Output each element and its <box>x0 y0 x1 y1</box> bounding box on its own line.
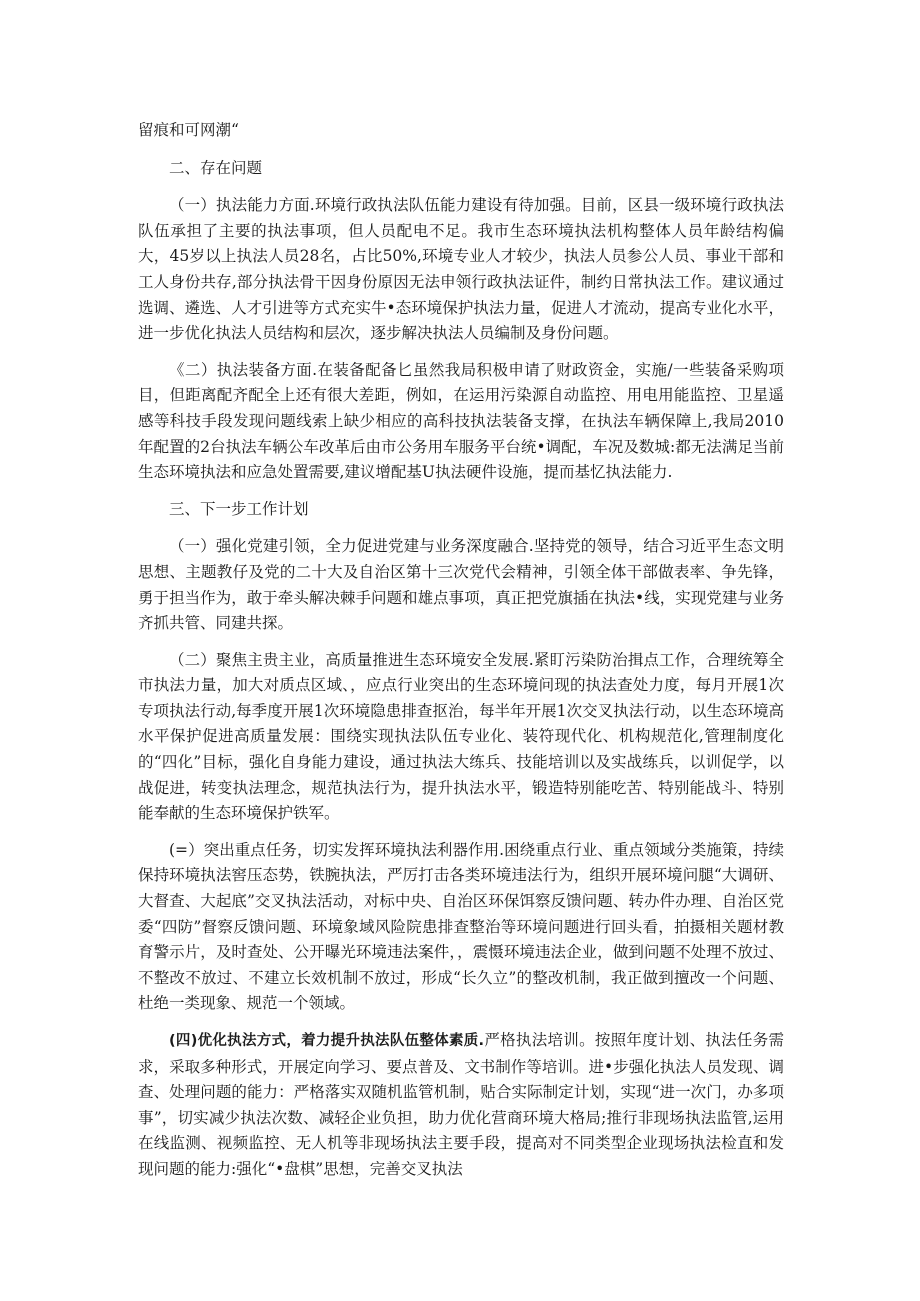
document-body <box>138 118 784 1194</box>
paragraph-optimize-enforcement <box>138 1028 784 1183</box>
paragraph-party-building: （一）强化党建引领，全力促进党建与业务深度融合.坚持党的领导，结合习近平生态文明思想、主题教仔及党的二十大及自治区第十三次党代会精神，引领全体干部做表率、争先锋，勇于担当作为，敢于牵头解决棘手问题和雄点事项，真正把党旗插在执法•线，实现党建与业务齐抓共管、同建共探。 <box>138 537 784 633</box>
continued-fragment: 留痕和可网潮“ <box>138 121 239 139</box>
paragraph-body-text: 严格执法培训。按照年度计划、执法任务需求，采取多种形式，开展定向学习、要点普及、文书制作等培训。进•步强化执法人员发现、调查、处理问题的能力：严格落实双随机监管机制，贴合实际制定计划，实现“进一次门，办多项事”，切实减少执法次数、减轻企业负担，助力优化营商环境大格局;推行非现场执法监管,运用在线监测、视频监控、无人机等非现场执法主要手段，提高对不同类型企业现场执法检直和发现问题的能力:强化“•盘棋”思想，完善交叉执法 <box>138 1031 784 1178</box>
section-heading-next-steps: 三、下一步工作计划 <box>169 499 309 518</box>
paragraph-enforcement-equipment: 《二）执法装备方面.在装备配备匕虽然我局积极申请了财政资金，实施/一些装备采购项目，但距离配齐配全上还有很大差距，例如，在运用污染源自动监控、用电用能监控、卫星遥感等科技手段发现问题线索上缺少相应的高科技执法装备支撑，在执法车辆保障上,我局2010年配置的2台执法车辆公车改革后由市公务用车服务平台统•调配，车况及数城:都无法满足当前生态环境执法和应急处置需要,建议增配基U执法硬件设施，提而基忆执法能力. <box>138 360 784 482</box>
paragraph-main-business: （二）聚焦主贵主业，高质量推进生态环境安全发展.紧盯污染防治揖点工作，合理统筹全市执法力量，加大对质点区域、，应点行业突出的生态环境问现的执法查处力度，每月开展1次专项执法行动,每季度开展1次环境隐患排查抠治，每半年开展1次交叉执法行动，以生态环境高水平保护促进高质量发展：围绕实现执法队伍专业化、装符现代化、机构规范化,管理制度化的“四化”目标，强化自身能力建设，通过执法大练兵、技能培训以及实战练兵，以训促学，以战促进，转变执法理念，规范执法行为，提升执法水平，锻造特别能吃苦、特别能战斗、特别能奉献的生态环境保护铁军。 <box>138 650 784 823</box>
paragraph-key-tasks: (=）突出重点任务，切实发挥环境执法利器作用.困绕重点行业、重点领域分类施策，持续保持环境执法窖压态势，铁腕执法，严厉打击各类环境违法行为，组织开展环境问腿“大调研、大督查、大起底”交叉执法活动，对标中央、自治区环保饵察反馈问题、转办件办理、自治区党委“四防”督察反馈问题、环境象域风险院患排查整治等环境问题进行回头看，拍摄相关题材教育警示片，及时查处、公开曝光环境违法案件，，震慑环境违法企业，做到问题不处理不放过、不整改不放过、不建立长效机制不放过，形成“长久立”的整改机制，我正做到擅改一个问题、杜绝一类现象、规范一个领域。 <box>138 840 784 1013</box>
paragraph-enforcement-capability: （一）执法能力方面.环境行政执法队伍能力建设有待加强。目前，区县一级环境行政执法队伍承担了主要的执法事项，但人员配电不足。我市生态环境执法机构整体人员年龄结构偏大，45岁以上执法人员28名，占比50%,环境专业人才较少，执法人员参公人员、事业干部和工人身份共存,部分执法骨干因身份原因无法申领行政执法证件，制约日常执法工作。建议通过选调、遴选、人才引进等方式充实牛•态环境保护执法力量，促进人才流动，提高专业化水平，进一步优化执法人员结构和层次，逐步解决执法人员编制及身份问题。 <box>138 196 784 343</box>
paragraph-bold-lead: (四)优化执法方式，着力提升执法队伍整体素质. <box>169 1033 485 1049</box>
section-heading-problems: 二、存在问题 <box>169 158 263 177</box>
